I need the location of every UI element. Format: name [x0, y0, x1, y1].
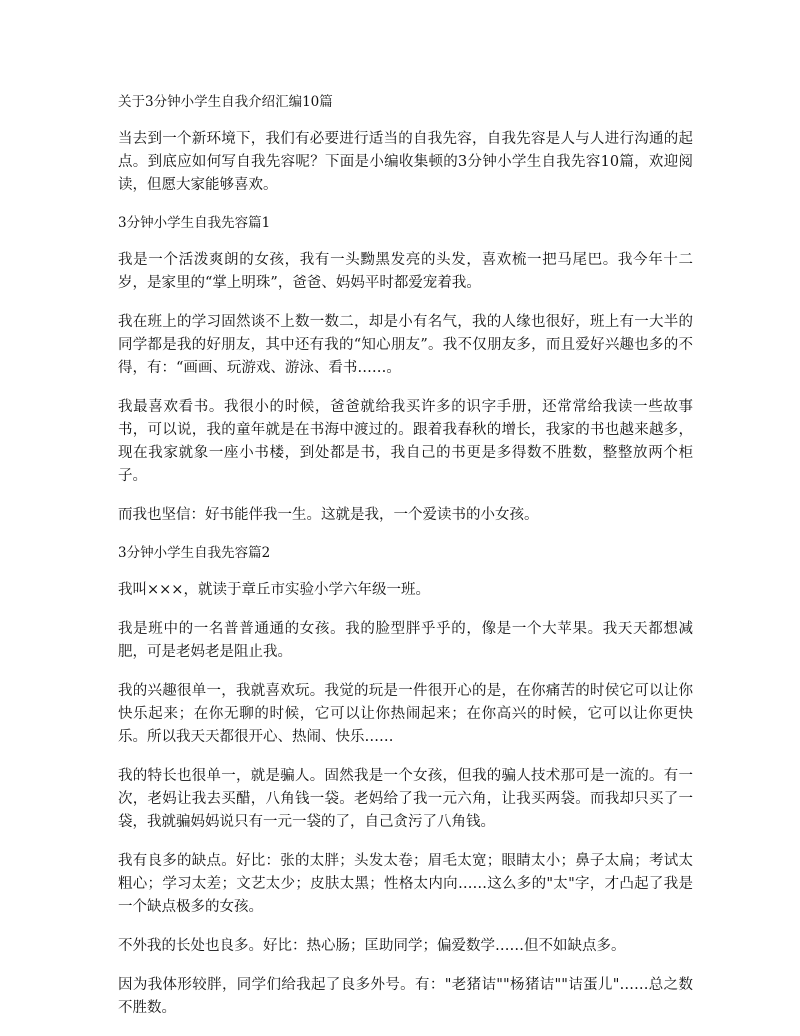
section-2-paragraph-1: 我叫×××，就读于章丘市实验小学六年级一班。 [118, 582, 430, 598]
intro-paragraph: 当去到一个新环境下，我们有必要进行适当的自我先容，自我先容是人与人进行沟通的起点。到底应如何写自我先容呢？下面是小编收集顿的3分钟小学生自我先容10篇，欢迎阅读，但愿大家能够喜欢。 [118, 131, 693, 193]
document-title: 关于3分钟小学生自我介绍汇编10篇 [118, 94, 333, 110]
document-page [118, 92, 693, 1036]
section-2-paragraph-3: 我的兴趣很单一，我就喜欢玩。我觉的玩是一件很开心的是，在你痛苦的时侯它可以让你快乐起来；在你无聊的时候，它可以让你热闹起来；在你高兴的时候，它可以让你更快乐。所以我天天都很开心、热闹、快乐…… [118, 683, 693, 745]
section-2-paragraph-5: 我有良多的缺点。好比：张的太胖；头发太卷；眉毛太宽；眼睛太小；鼻子太扁；考试太粗心；学习太差；文艺太少；皮肤太黑；性格太内向……这么多的"太"字，才凸起了我是一个缺点极多的女孩。 [118, 853, 693, 915]
section-2-paragraph-7: 因为我体形较胖，同学们给我起了良多外号。有："老猪诘""杨猪诘""诘蛋儿"……总之数不胜数。 [118, 977, 693, 1016]
section-2-paragraph-2: 我是班中的一名普普通通的女孩。我的脸型胖乎乎的，像是一个大苹果。我天天都想减肥，可是老妈老是阻止我。 [118, 621, 693, 660]
section-1-paragraph-3: 我最喜欢看书。我很小的时候，爸爸就给我买许多的识字手册，还常常给我读一些故事书，可以说，我的童年就是在书海中渡过的。跟着我春秋的增长，我家的书也越来越多，现在我家就象一座小书楼，到处都是书，我自己的书更是多得数不胜数，整整放两个柜子。 [118, 399, 693, 484]
section-1-paragraph-2: 我在班上的学习固然谈不上数一数二，却是小有名气，我的人缘也很好，班上有一大半的同学都是我的好朋友，其中还有我的“知心朋友”。我不仅朋友多，而且爱好兴趣也多的不得，有：“画画、玩游戏、游泳、看书……。 [118, 314, 693, 376]
section-1-paragraph-4: 而我也坚信：好书能伴我一生。这就是我，一个爱读书的小女孩。 [118, 507, 539, 523]
section-2-heading: 3分钟小学生自我先容篇2 [118, 545, 271, 561]
section-2-paragraph-4: 我的特长也很单一，就是骗人。固然我是一个女孩，但我的骗人技术那可是一流的。有一次，老妈让我去买醋，八角钱一袋。老妈给了我一元六角，让我买两袋。而我却只买了一袋，我就骗妈妈说只有一元一袋的了，自己贪污了八角钱。 [118, 768, 693, 830]
section-2-paragraph-6: 不外我的长处也良多。好比：热心肠；匡助同学；偏爱数学……但不如缺点多。 [118, 938, 626, 954]
section-1-heading: 3分钟小学生自我先容篇1 [118, 215, 271, 231]
section-1-paragraph-1: 我是一个活泼爽朗的女孩，我有一头黝黑发亮的头发，喜欢梳一把马尾巴。我今年十二岁，是家里的“掌上明珠”，爸爸、妈妈平时都爱宠着我。 [118, 252, 693, 291]
